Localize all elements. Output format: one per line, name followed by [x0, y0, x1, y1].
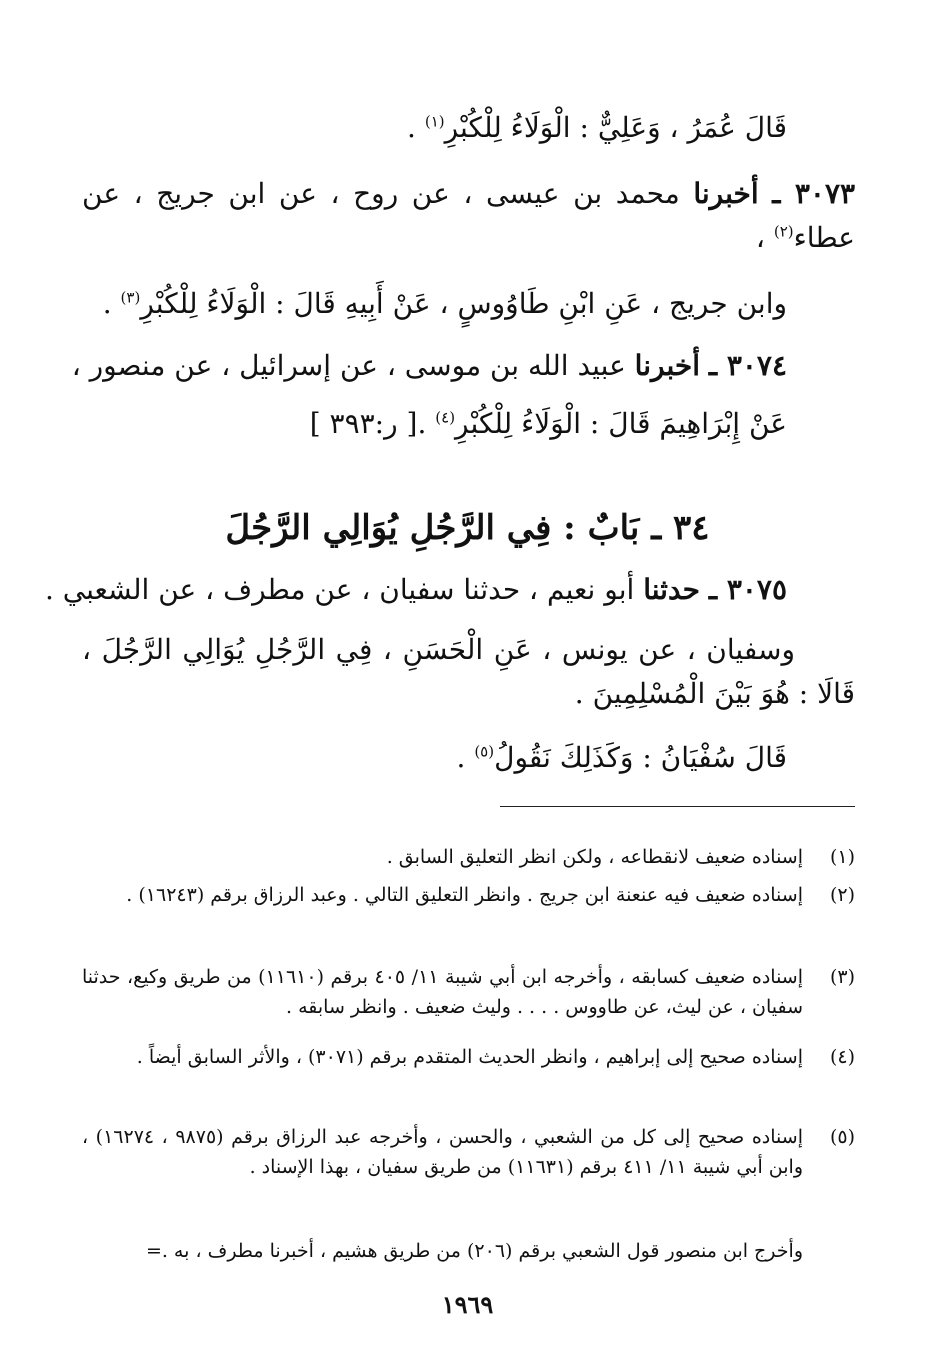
footnote-number: (٥) [829, 1126, 855, 1148]
text-line-1 [407, 108, 787, 148]
line-8-text: قَالَ سُفْيَانُ : وَكَذَلِكَ نَقُولُ [494, 741, 787, 774]
line-8-end: . [456, 741, 475, 774]
footnote-number: (٣) [829, 966, 855, 988]
footnote-ref-1[interactable]: (١) [424, 112, 445, 131]
paragraph-7-text: وسفيان ، عن يونس ، عَنِ الْحَسَنِ ، فِي الرَّجُلِ يُوَالِي الرَّجُلَ ، قَالَا : هُوَ بَيْنَ الْمُسْلِمِينَ . [82, 633, 855, 710]
footnote-text: إسناده ضعيف كسابقه ، وأخرجه ابن أبي شيبة ١١/ ٤٠٥ برقم (١١٦١٠) من طريق وكيع، حدثنا سفيان ، عن ليث، عن طاووس . . . . وليث ضعيف . وانظر سابقه . [82, 966, 803, 1018]
footnote-ref-4[interactable]: (٤) [435, 408, 456, 427]
footnote-number: (٢) [829, 884, 855, 906]
text-line-8 [457, 738, 788, 778]
footnote-5-continuation [82, 1236, 855, 1266]
hadith-3073 [82, 172, 855, 260]
footnote-1 [82, 842, 855, 872]
hadith-number-3075: ٣٠٧٥ ـ [708, 573, 787, 606]
footnote-text: إسناده صحيح إلى إبراهيم ، وانظر الحديث المتقدم برقم (٣٠٧١) ، والأثر السابق أيضاً . [136, 1046, 803, 1068]
footnote-3 [82, 962, 855, 1022]
footnote-ref-2[interactable]: (٢) [773, 222, 794, 241]
footnote-number: (٤) [829, 1046, 855, 1068]
hadith-end-3073: ، [755, 221, 774, 254]
line-5-end: .[ ر:٣٩٣ ] [309, 407, 436, 440]
hadith-text-3074: عبيد الله بن موسى ، عن إسرائيل ، عن منصور ، [71, 349, 635, 382]
hadith-lead-3073: أخبرنا [693, 177, 759, 210]
footnote-text: إسناده ضعيف لانقطاعه ، ولكن انظر التعليق السابق . [386, 846, 803, 868]
footnote-text: إسناده صحيح إلى كل من الشعبي ، والحسن ، وأخرجه عبد الرزاق برقم (٩٨٧٥ ، ١٦٢٧٤) ، وابن أبي شيبة ١١/ ٤١١ برقم (١١٦٣١) من طريق سفيان ، بهذا الإسناد . [82, 1126, 803, 1178]
line-3-end: . [102, 287, 121, 320]
hadith-text-3075: أبو نعيم ، حدثنا سفيان ، عن مطرف ، عن الشعبي . [44, 573, 644, 606]
footnote-text: وأخرج ابن منصور قول الشعبي برقم (٢٠٦) من طريق هشيم ، أخبرنا مطرف ، به .= [145, 1240, 803, 1262]
hadith-3074 [72, 346, 787, 386]
hadith-lead-3075: حدثنا [643, 573, 700, 606]
footnote-5 [82, 1122, 855, 1182]
hadith-lead-3074: أخبرنا [634, 349, 700, 382]
hadith-3075 [45, 570, 787, 610]
footnote-4 [82, 1042, 855, 1072]
hadith-text-3073: محمد بن عيسى ، عن روح ، عن ابن جريج ، عن عطاء [82, 177, 855, 254]
footnote-2 [82, 880, 855, 910]
line-3-text: وابن جريج ، عَنِ ابْنِ طَاوُوسٍ ، عَنْ أَبِيهِ قَالَ : الْوَلَاءُ لِلْكُبْرِ [140, 287, 787, 320]
footnote-text: إسناده ضعيف فيه عنعنة ابن جريج . وانظر التعليق التالي . وعبد الرزاق برقم (١٦٢٤٣) . [126, 884, 803, 906]
line-1-text: قَالَ عُمَرُ ، وَعَلِيٌّ : الْوَلَاءُ لِلْكُبْرِ [444, 111, 787, 144]
text-line-5 [310, 404, 787, 444]
footnote-ref-3[interactable]: (٣) [120, 288, 141, 307]
line-5-text: عَنْ إِبْرَاهِيمَ قَالَ : الْوَلَاءُ لِلْكُبْرِ [455, 407, 787, 440]
footnote-ref-5[interactable]: (٥) [474, 742, 495, 761]
hadith-number-3074: ٣٠٧٤ ـ [708, 349, 787, 382]
page-number: ١٩٦٩ [441, 1290, 494, 1319]
hadith-number-3073: ٣٠٧٣ ـ [772, 177, 856, 210]
chapter-heading: ٣٤ ـ بَابٌ : فِي الرَّجُلِ يُوَالِي الرَّجُلَ [225, 508, 710, 548]
footnote-separator [500, 806, 855, 807]
text-line-3 [103, 284, 787, 324]
line-1-end: . [407, 111, 425, 144]
footnote-number: (١) [829, 846, 855, 868]
text-paragraph-7 [82, 628, 855, 716]
